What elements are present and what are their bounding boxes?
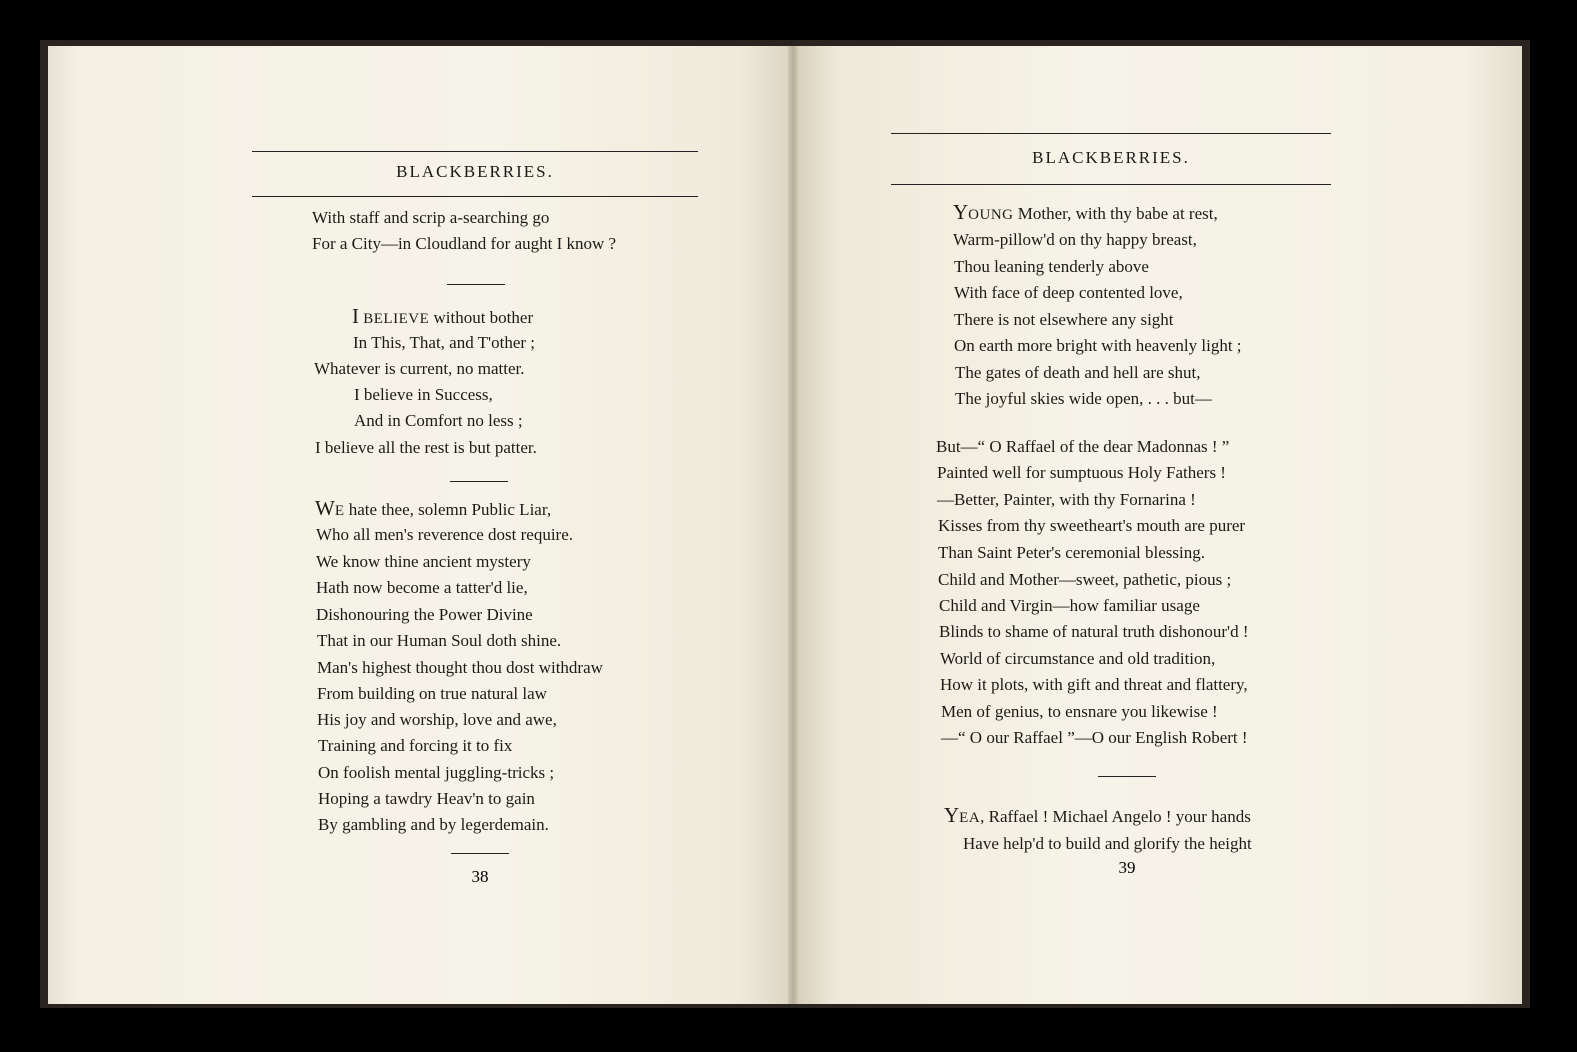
verse-text: without bother bbox=[429, 308, 534, 327]
verse-line: Blinds to shame of natural truth dishonour'd ! bbox=[939, 622, 1249, 641]
verse-line bbox=[953, 200, 1218, 225]
verse-line: For a City—in Cloudland for aught I know ? bbox=[312, 234, 617, 253]
verse-line: Dishonouring the Power Divine bbox=[316, 605, 533, 624]
verse-line: —“ O our Raffael ”—O our English Robert ! bbox=[941, 728, 1248, 747]
verse-line: How it plots, with gift and threat and flattery, bbox=[940, 675, 1248, 694]
verse-line: We know thine ancient mystery bbox=[316, 552, 531, 571]
drop-cap: Y bbox=[944, 803, 960, 827]
verse-line: Kisses from thy sweetheart's mouth are purer bbox=[938, 516, 1246, 535]
head-rule-top bbox=[891, 133, 1331, 134]
verse-line: Painted well for sumptuous Holy Fathers ! bbox=[937, 463, 1226, 482]
open-book bbox=[40, 40, 1530, 1008]
verse-line: With face of deep contented love, bbox=[954, 283, 1183, 302]
section-divider bbox=[450, 481, 508, 482]
verse-text: Mother, with thy babe at rest, bbox=[1013, 204, 1218, 223]
small-caps: EA bbox=[959, 810, 981, 826]
verse-line: Men of genius, to ensnare you likewise ! bbox=[941, 702, 1218, 721]
section-divider bbox=[447, 284, 505, 285]
running-head-right: BLACKBERRIES. bbox=[1032, 148, 1190, 167]
head-rule-top bbox=[252, 151, 698, 152]
small-caps: OUNG bbox=[968, 207, 1014, 223]
drop-cap: Y bbox=[953, 200, 969, 224]
section-divider bbox=[451, 853, 509, 854]
page-number-right: 39 bbox=[1118, 858, 1136, 877]
drop-cap: I bbox=[352, 304, 359, 328]
verse-line: His joy and worship, love and awe, bbox=[317, 710, 557, 729]
section-divider bbox=[1098, 776, 1156, 777]
verse-line: There is not elsewhere any sight bbox=[954, 310, 1174, 329]
verse-line: I believe in Success, bbox=[354, 385, 493, 404]
verse-line bbox=[352, 304, 533, 329]
verse-line: Child and Mother—sweet, pathetic, pious ; bbox=[938, 570, 1232, 589]
verse-line: Have help'd to build and glorify the height bbox=[963, 834, 1252, 853]
verse-line: With staff and scrip a-searching go bbox=[312, 208, 550, 227]
verse-line: By gambling and by legerdemain. bbox=[318, 815, 549, 834]
verse-text: , Raffael ! Michael Angelo ! your hands bbox=[980, 807, 1251, 826]
small-caps: E bbox=[334, 503, 345, 519]
verse-line: Training and forcing it to fix bbox=[318, 736, 513, 755]
verse-line: Child and Virgin—how familiar usage bbox=[939, 596, 1200, 615]
verse-line: From building on true natural law bbox=[317, 684, 547, 703]
verse-line: Hoping a tawdry Heav'n to gain bbox=[318, 789, 535, 808]
verse-line: Hath now become a tatter'd lie, bbox=[316, 578, 528, 597]
verse-line: The gates of death and hell are shut, bbox=[955, 363, 1201, 382]
head-rule-bottom bbox=[252, 196, 698, 197]
verse-line: On foolish mental juggling-tricks ; bbox=[318, 763, 555, 782]
verse-line: The joyful skies wide open, . . . but— bbox=[955, 389, 1212, 408]
running-head-left: BLACKBERRIES. bbox=[396, 162, 554, 181]
drop-cap: W bbox=[315, 496, 335, 520]
book-gutter bbox=[788, 46, 798, 1004]
verse-line: In This, That, and T'other ; bbox=[353, 333, 536, 352]
verse-line: World of circumstance and old tradition, bbox=[940, 649, 1216, 668]
verse-line: On earth more bright with heavenly light ; bbox=[954, 336, 1242, 355]
verse-line: Whatever is current, no matter. bbox=[314, 359, 525, 378]
verse-line bbox=[315, 496, 551, 521]
page-number-left: 38 bbox=[471, 867, 489, 886]
verse-line: Warm-pillow'd on thy happy breast, bbox=[953, 230, 1197, 249]
verse-line: That in our Human Soul doth shine. bbox=[317, 631, 562, 650]
verse-line: And in Comfort no less ; bbox=[354, 411, 523, 430]
verse-line: Who all men's reverence dost require. bbox=[316, 525, 574, 544]
verse-line bbox=[944, 803, 1251, 828]
verse-line: But—“ O Raffael of the dear Madonnas ! ” bbox=[936, 437, 1230, 456]
small-caps: BELIEVE bbox=[363, 311, 430, 327]
verse-line: —Better, Painter, with thy Fornarina ! bbox=[937, 490, 1196, 509]
verse-line: Than Saint Peter's ceremonial blessing. bbox=[938, 543, 1205, 562]
verse-line: I believe all the rest is but patter. bbox=[315, 438, 537, 457]
verse-line: Man's highest thought thou dost withdraw bbox=[317, 658, 603, 677]
head-rule-bottom bbox=[891, 184, 1331, 185]
verse-line: Thou leaning tenderly above bbox=[954, 257, 1149, 276]
verse-text: hate thee, solemn Public Liar, bbox=[344, 500, 552, 519]
